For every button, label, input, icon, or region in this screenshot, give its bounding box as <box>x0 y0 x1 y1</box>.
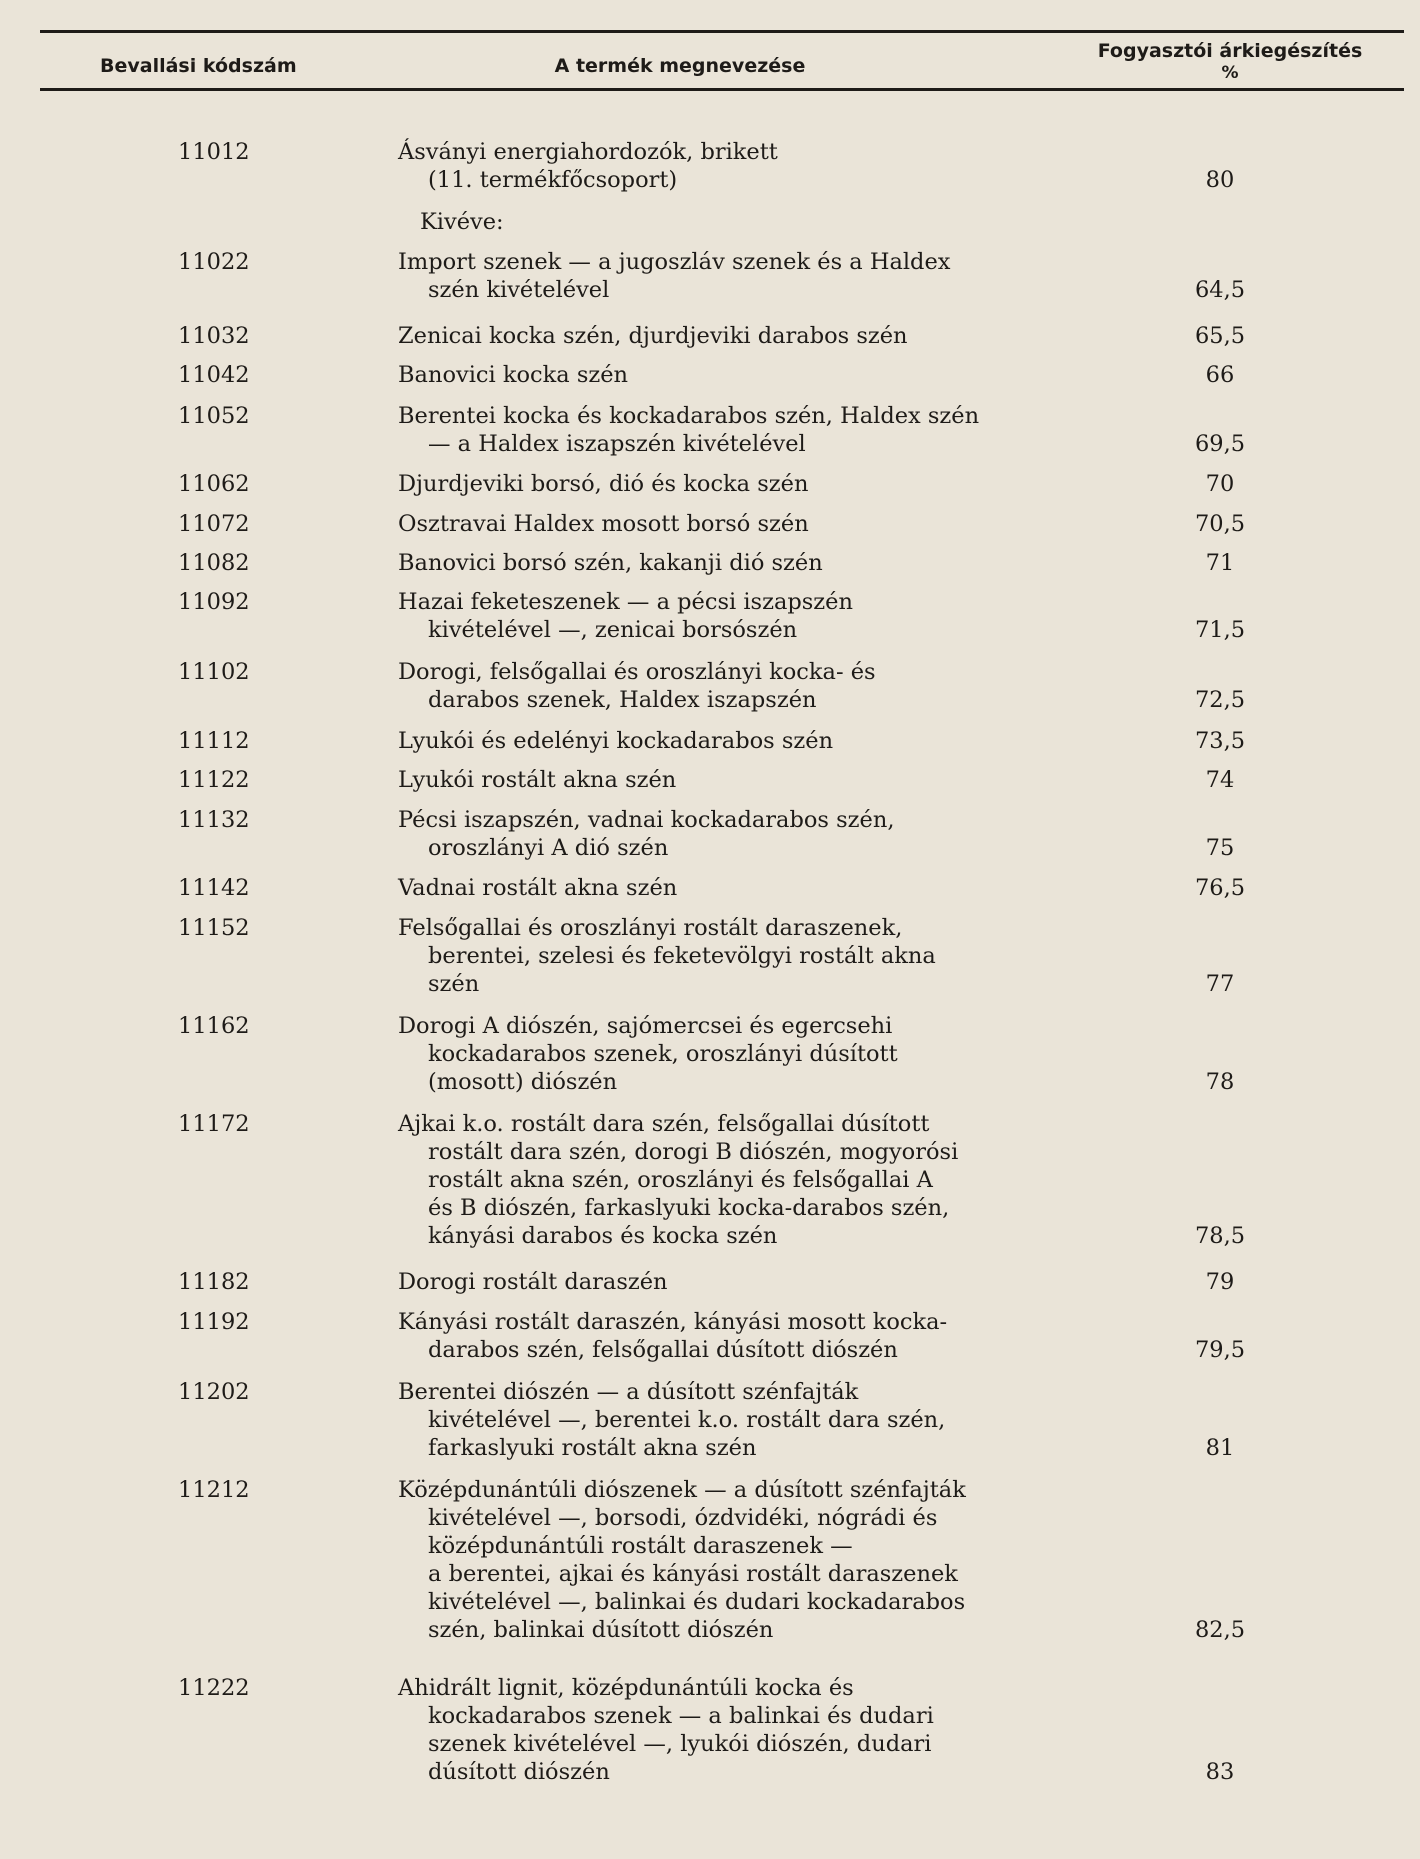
row-product-name-line: szén kivételével <box>428 277 610 303</box>
row-product-name <box>398 361 1058 389</box>
row-product-name-line: Berentei diószén — a dúsított szénfajták <box>398 1379 859 1405</box>
row-percent: 71,5 <box>1194 617 1246 643</box>
row-percent: 64,5 <box>1194 277 1246 303</box>
row-code: 11082 <box>178 550 250 576</box>
row-code: 11112 <box>178 728 250 754</box>
row-product-name <box>398 766 1058 794</box>
row-percent: 79 <box>1205 1269 1235 1295</box>
row-code: 11192 <box>178 1309 250 1335</box>
row-percent: 77 <box>1205 971 1235 997</box>
row-product-name-line: Ahidrált lignit, középdunántúli kocka és <box>398 1675 854 1701</box>
row-product-name-line: kockadarabos szenek — a balinkai és dudari <box>428 1703 934 1729</box>
row-code: 11202 <box>178 1379 250 1405</box>
row-product-name-line: (mosott) diószén <box>428 1069 618 1095</box>
row-percent: 72,5 <box>1194 687 1246 713</box>
row-product-name-line: dúsított diószén <box>428 1759 610 1785</box>
row-code: 11032 <box>178 323 250 349</box>
row-product-name-line: Zenicai kocka szén, djurdjeviki darabos szén <box>398 323 908 349</box>
row-product-name-line: (11. termékfőcsoport) <box>428 167 678 193</box>
row-product-name <box>398 322 1058 350</box>
row-percent: 70,5 <box>1194 511 1246 537</box>
row-code: 11012 <box>178 139 250 165</box>
row-product-name-line: Banovici kocka szén <box>398 362 629 388</box>
row-product-name-line: Banovici borsó szén, kakanji dió szén <box>398 550 823 576</box>
row-product-name-line: rostált akna szén, oroszlányi és felsőgallai A <box>428 1167 933 1193</box>
row-product-name-line: darabos szén, felsőgallai dúsított diószén <box>428 1337 898 1363</box>
row-product-name <box>398 402 1058 458</box>
row-product-name-line: Dorogi, felsőgallai és oroszlányi kocka- és <box>398 659 876 685</box>
row-code: 11172 <box>178 1111 250 1137</box>
row-product-name-line: — a Haldex iszapszén kivételével <box>428 431 806 457</box>
row-product-name <box>398 1378 1058 1462</box>
row-code: 11062 <box>178 471 250 497</box>
row-product-name-line: Lyukói rostált akna szén <box>398 767 677 793</box>
row-product-name <box>398 1110 1058 1250</box>
column-header-percent-label: Fogyasztói árkiegészítés <box>1097 40 1363 62</box>
row-product-name <box>398 1308 1058 1364</box>
row-product-name-line: Lyukói és edelényi kockadarabos szén <box>398 728 834 754</box>
row-percent: 75 <box>1205 835 1235 861</box>
row-code: 11222 <box>178 1675 250 1701</box>
row-product-name-line: szén, balinkai dúsított diószén <box>428 1617 774 1643</box>
row-product-name-line: Ásványi energiahordozók, brikett <box>398 139 778 165</box>
row-code: 11042 <box>178 362 250 388</box>
row-product-name <box>398 914 1058 998</box>
row-product-name-line: farkaslyuki rostált akna szén <box>428 1435 757 1461</box>
row-code: 11102 <box>178 659 250 685</box>
row-percent: 83 <box>1205 1759 1235 1785</box>
row-product-name-line: Import szenek — a jugoszláv szenek és a Haldex <box>398 249 951 275</box>
row-product-name-line: Dorogi A diószén, sajómercsei és egercsehi <box>398 1013 893 1039</box>
row-product-name <box>398 510 1058 538</box>
row-product-name-line: Djurdjeviki borsó, dió és kocka szén <box>398 471 809 497</box>
row-percent: 73,5 <box>1194 728 1246 754</box>
row-percent: 76,5 <box>1194 875 1246 901</box>
row-product-name-line: Felsőgallai és oroszlányi rostált daraszenek, <box>398 915 903 941</box>
row-product-name-line: középdunántúli rostált daraszenek — <box>428 1533 853 1559</box>
row-percent: 66 <box>1205 362 1235 388</box>
row-code: 11142 <box>178 875 250 901</box>
row-product-name <box>398 470 1058 498</box>
column-header-percent-unit: % <box>1221 63 1239 83</box>
row-product-name-line: kivételével —, zenicai borsószén <box>428 617 798 643</box>
row-product-name <box>398 1476 1058 1644</box>
row-product-name <box>398 248 1058 304</box>
row-percent: 69,5 <box>1194 431 1246 457</box>
column-header-code: Bevallási kódszám <box>100 55 297 77</box>
row-percent: 70 <box>1205 471 1235 497</box>
row-percent: 78 <box>1205 1069 1235 1095</box>
column-header-percent <box>1080 40 1380 84</box>
row-code: 11022 <box>178 249 250 275</box>
row-product-name-line: kivételével —, balinkai és dudari kockadarabos <box>428 1589 966 1615</box>
row-percent: 79,5 <box>1194 1337 1246 1363</box>
row-product-name-line: Berentei kocka és kockadarabos szén, Haldex szén <box>398 403 980 429</box>
row-product-name-line: szenek kivételével —, lyukói diószén, dudari <box>428 1731 932 1757</box>
row-product-name-line: kányási darabos és kocka szén <box>428 1223 778 1249</box>
row-percent: 78,5 <box>1194 1223 1246 1249</box>
row-product-name-line: és B diószén, farkaslyuki kocka-darabos szén, <box>428 1195 950 1221</box>
row-product-name-line: Pécsi iszapszén, vadnai kockadarabos szén, <box>398 807 895 833</box>
row-product-name-line: a berentei, ajkai és kányási rostált daraszenek <box>428 1561 958 1587</box>
row-product-name <box>398 208 1058 236</box>
row-product-name <box>398 588 1058 644</box>
row-code: 11212 <box>178 1477 250 1503</box>
row-product-name <box>398 806 1058 862</box>
row-code: 11072 <box>178 511 250 537</box>
row-product-name-line: Hazai feketeszenek — a pécsi iszapszén <box>398 589 853 615</box>
row-product-name-line: Dorogi rostált daraszén <box>398 1269 668 1295</box>
row-product-name-line: berentei, szelesi és feketevölgyi rostált akna <box>428 943 936 969</box>
row-percent: 71 <box>1205 550 1235 576</box>
header-bottom-rule <box>40 88 1404 91</box>
row-product-name-line: Kányási rostált daraszén, kányási mosott kocka- <box>398 1309 948 1335</box>
row-percent: 65,5 <box>1194 323 1246 349</box>
row-product-name <box>398 727 1058 755</box>
row-product-name <box>398 658 1058 714</box>
row-product-name-line: kockadarabos szenek, oroszlányi dúsított <box>428 1041 898 1067</box>
row-product-name-line: szén <box>428 971 480 997</box>
row-percent: 80 <box>1205 167 1235 193</box>
row-product-name <box>398 138 1058 194</box>
row-product-name <box>398 1268 1058 1296</box>
row-product-name-line: Ajkai k.o. rostált dara szén, felsőgallai dúsított <box>398 1111 930 1137</box>
row-code: 11132 <box>178 807 250 833</box>
row-code: 11162 <box>178 1013 250 1039</box>
column-header-name: A termék megnevezése <box>554 55 806 77</box>
row-code: 11092 <box>178 589 250 615</box>
row-product-name <box>398 549 1058 577</box>
row-code: 11052 <box>178 403 250 429</box>
row-product-name-line: kivételével —, berentei k.o. rostált dara szén, <box>428 1407 946 1433</box>
row-code: 11122 <box>178 767 250 793</box>
row-product-name <box>398 874 1058 902</box>
row-product-name <box>398 1674 1058 1786</box>
row-product-name-line: oroszlányi A dió szén <box>428 835 669 861</box>
row-product-name-line: Osztravai Haldex mosott borsó szén <box>398 511 809 537</box>
row-product-name <box>398 1012 1058 1096</box>
row-product-name-line: rostált dara szén, dorogi B diószén, mogyorósi <box>428 1139 959 1165</box>
row-percent: 81 <box>1205 1435 1235 1461</box>
row-product-name-line: kivételével —, borsodi, ózdvidéki, nógrádi és <box>428 1505 938 1531</box>
row-code: 11182 <box>178 1269 250 1295</box>
row-product-name-line: Középdunántúli diószenek — a dúsított szénfajták <box>398 1477 966 1503</box>
row-product-name-line: Vadnai rostált akna szén <box>398 875 678 901</box>
row-percent: 82,5 <box>1194 1617 1246 1643</box>
row-code: 11152 <box>178 915 250 941</box>
header-top-rule <box>40 30 1404 33</box>
row-percent: 74 <box>1205 767 1235 793</box>
row-product-name-line: Kivéve: <box>420 209 504 235</box>
row-product-name-line: darabos szenek, Haldex iszapszén <box>428 687 817 713</box>
